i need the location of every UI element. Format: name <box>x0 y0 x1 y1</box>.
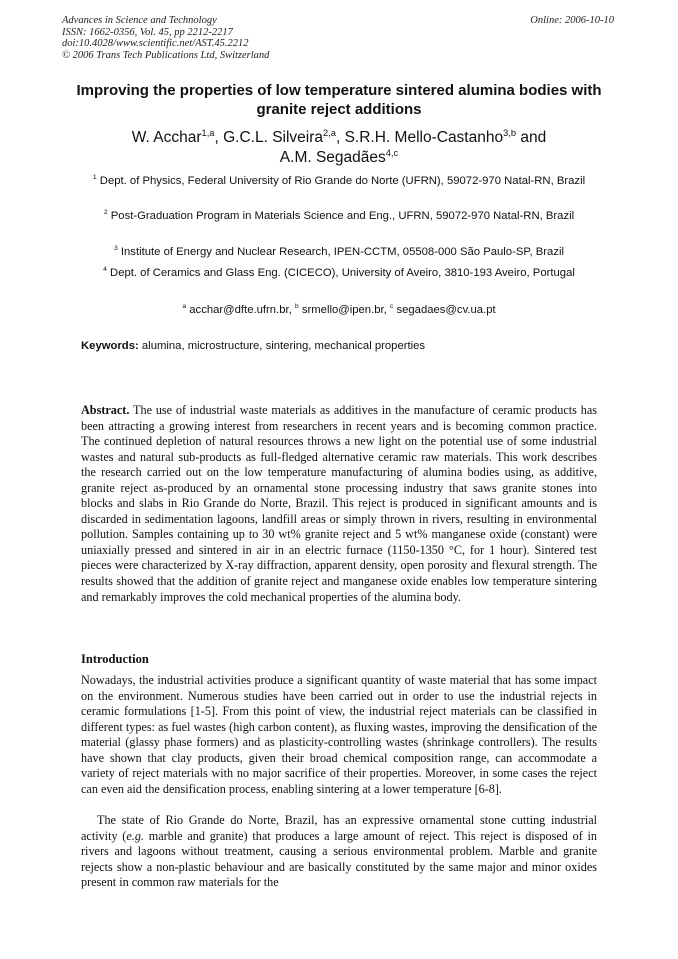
abstract-label: Abstract. <box>81 403 130 417</box>
author: S.R.H. Mello-Castanho$^{3,b}$ and <box>344 127 547 146</box>
header-left <box>62 15 269 61</box>
abstract-text: The use of industrial waste materials as additives in the manufacture of ceramic products has been attracting a growing interest from researchers in recent years and is becoming common practice. The continued depletion of natural resources throws a new light on the potential use of some industrial wastes and natural sub-products as full-fledged alternative ceramic raw materials. This work describes the research carried out on the low temperature manufacturing of alumina bodies using, as additive, granite reject as-produced by an ornamental stone processing industry that saws granite stones into blocks and slabs in Rio Grande do Norte, Brazil. This reject is produced in significant amounts and is discarded in sedimentation lagoons, landfill areas or simply thrown in rivers, resulting in environmental pollution. Samples containing up to 30 wt% granite reject and 5 wt% manganese oxide (constant) were uniaxially pressed and sintered in air in an electric furnace (1150-1350 °C, for 1 hour). Sintered test pieces were characterized by X-ray diffraction, apparent density, open porosity and flexural strength. The results showed that the addition of granite reject and manganese oxide enables low temperature sintering and remarkably improves the cold mechanical properties of the alumina body. <box>81 403 597 604</box>
section-heading: Introduction <box>81 652 149 666</box>
affiliation: $^1$ Dept. of Physics, Federal University of Rio Grande do Norte (UFRN), 59072-970 Natal-RN, Brazil <box>92 174 586 187</box>
author: G.C.L. Silveira$^{2,a}$, <box>223 127 345 146</box>
affiliation: $^3$ Institute of Energy and Nuclear Research, IPEN-CCTM, 05508-000 São Paulo-SP, Brazil <box>113 245 564 258</box>
author: W. Acchar$^{1,a}$, <box>131 127 224 146</box>
abstract <box>81 403 597 605</box>
email-link[interactable]: srmello@ipen.br, <box>301 304 390 316</box>
author-list <box>60 128 618 168</box>
affiliation: $^2$ Post-Graduation Program in Materials Science and Eng., UFRN, 59072-970 Natal-RN, Brazil <box>103 209 575 222</box>
keywords-label: Keywords: <box>81 340 139 352</box>
keywords-text: alumina, microstructure, sintering, mechanical properties <box>138 340 426 352</box>
online-date: Online: 2006-10-10 <box>530 15 614 26</box>
paragraph: Nowadays, the industrial activities produce a significant quantity of waste material that has some impact on the environment. Numerous studies have been carried out in order to use the industrial rejects in ceramic formulations [1-5]. From this point of view, the industrial reject materials can be classified in different types: as fuel wastes (high carbon content), as fluxing wastes, improving the densification of the material (glassy phase formers) and as plasticity-controlling wastes (shrinkage controllers). The results have shown that clay products, given their broad chemical composition range, can accommodate a variety of reject materials with no major sacrifice of their properties. Moreover, in some cases the reject can even aid the densification process, enabling sintering at a lower temperature [6-8]. <box>81 673 597 796</box>
copyright: © 2006 Trans Tech Publications Ltd, Switzerland <box>62 49 270 61</box>
issn: ISSN: 1662-0356, Vol. 45, pp 2212-2217 <box>62 26 233 38</box>
paper-title: Improving the properties of low temperature sintered alumina bodies with granite reject additions <box>76 82 602 118</box>
journal-name: Advances in Science and Technology <box>62 15 217 26</box>
keywords <box>81 339 601 354</box>
affiliation: $^4$ Dept. of Ceramics and Glass Eng. (CICECO), University of Aveiro, 3810-193 Aveiro, Portugal <box>103 266 575 279</box>
email-link[interactable]: segadaes@cv.ua.pt <box>396 304 496 316</box>
email-list: $^a$ acchar@dfte.ufrn.br, $^b$ srmello@ipen.br, $^c$ segadaes@cv.ua.pt <box>182 303 496 316</box>
author: A.M. Segadães$^{4,c}$ <box>279 147 399 166</box>
paragraph: The state of Rio Grande do Norte, Brazil, has an expressive ornamental stone cutting industrial activity (e.g. marble and granite) that produces a large amount of reject. This reject is disposed of in rivers and lagoons without treatment, causing a serious environmental problem. Marble and granite rejects show a non-plastic behaviour and are basically constituted by the same major and minor oxides present in common raw materials for the <box>81 813 598 890</box>
doi: doi:10.4028/www.scientific.net/AST.45.2212 <box>62 38 249 50</box>
email-link[interactable]: acchar@dfte.ufrn.br, <box>189 304 295 316</box>
